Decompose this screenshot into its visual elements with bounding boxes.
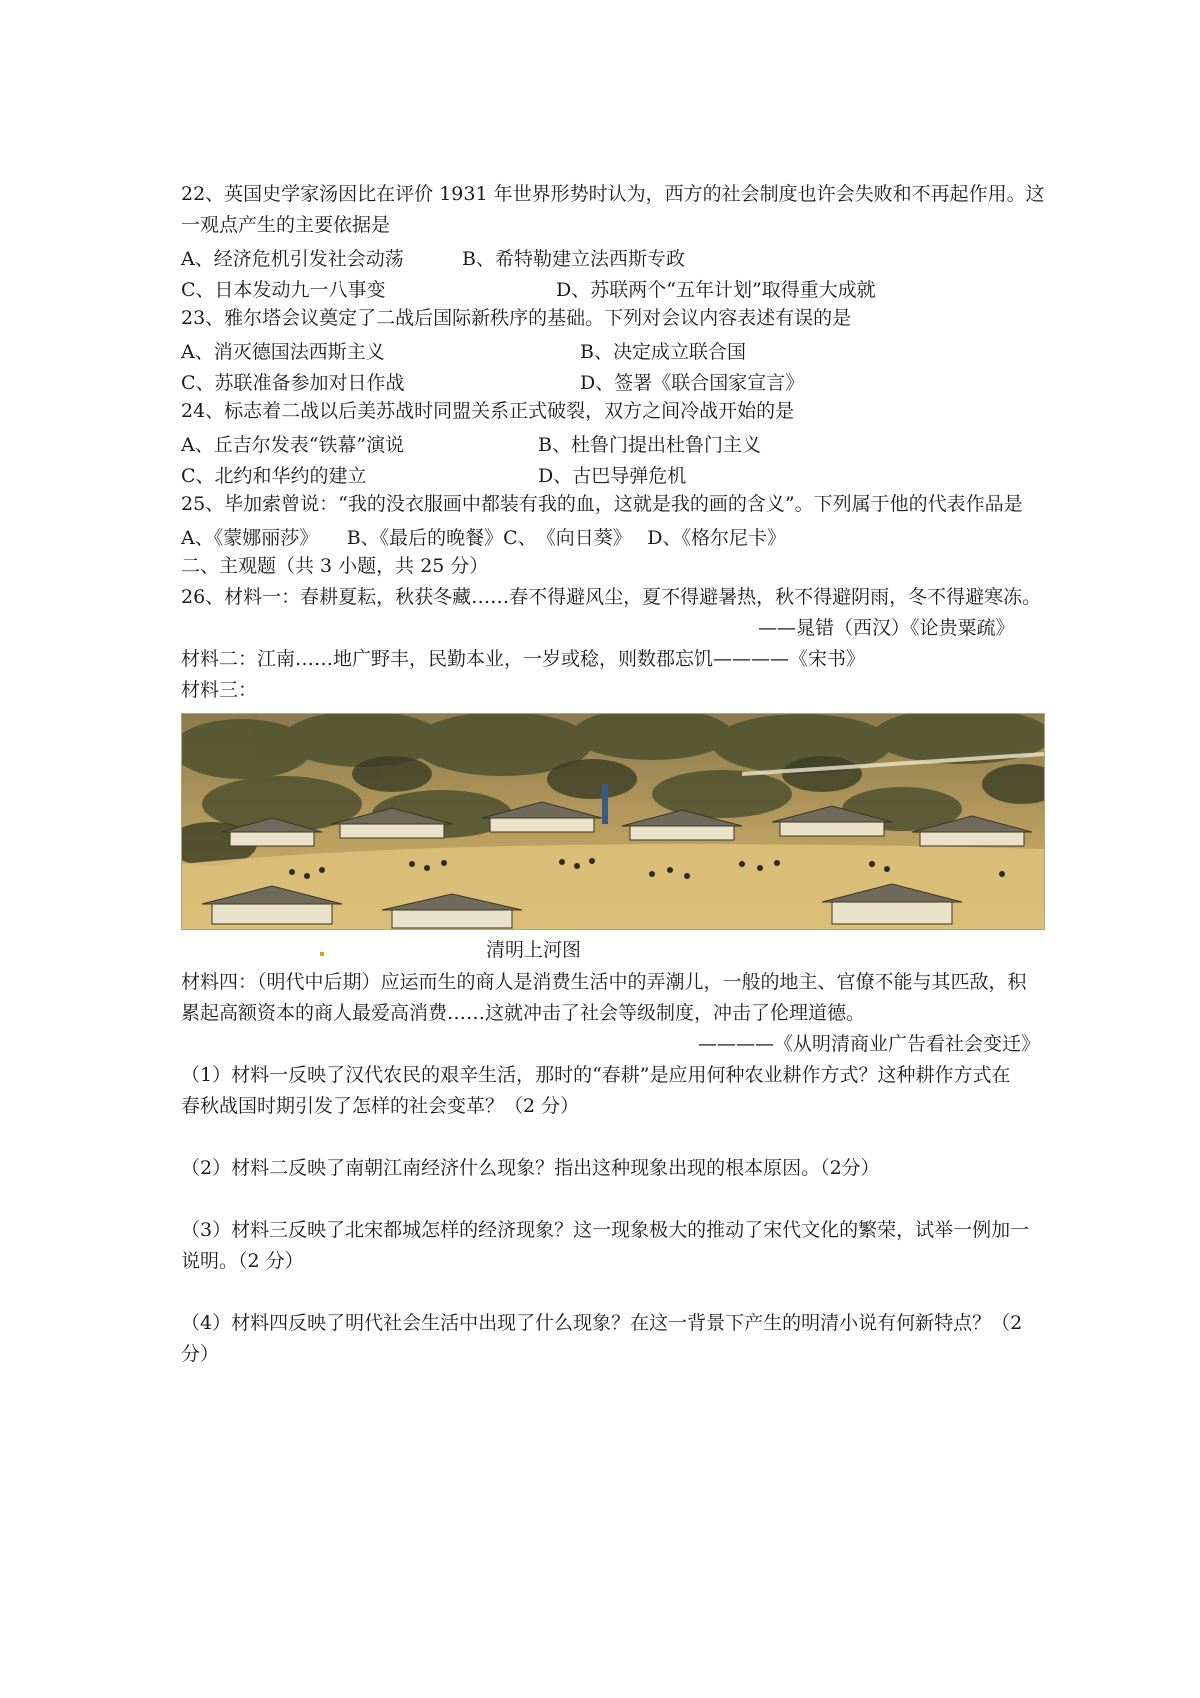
q23-stem: 23、雅尔塔会议奠定了二战后国际新秩序的基础。下列对会议内容表述有误的是 <box>181 307 852 329</box>
q24-option-a: A、丘吉尔发表“铁幕”演说 <box>181 434 405 456</box>
q26-material-1: 26、材料一：春耕夏耘，秋获冬藏……春不得避风尘，夏不得避暑热，秋不得避阴雨，冬不得避寒冻。 <box>181 586 1042 608</box>
q22-stem-line1: 22、英国史学家汤因比在评价 1931 年世界形势时认为，西方的社会制度也许会失败和不再起作用。这 <box>181 183 1045 205</box>
stray-dot <box>320 952 324 956</box>
subquestion-4-line2: 分） <box>181 1343 220 1365</box>
q23-option-d: D、签署《联合国家宣言》 <box>580 372 805 394</box>
q25-options: A、《蒙娜丽莎》 B、《最后的晚餐》C、 《向日葵》 D、《格尔尼卡》 <box>181 527 786 549</box>
q25-stem: 25、毕加索曾说：“我的没衣服画中都装有我的血，这就是我的画的含义”。下列属于他的代表作品是 <box>181 493 1023 515</box>
qingming-painting-image <box>181 713 1045 930</box>
q24-option-d: D、古巴导弹危机 <box>538 465 687 487</box>
q22-option-c: C、日本发动九一八事变 <box>181 279 386 301</box>
q26-material-2: 材料二：江南……地广野丰，民勤本业，一岁或稔，则数郡忘饥————《宋书》 <box>181 648 866 670</box>
q22-option-b: B、希特勒建立法西斯专政 <box>462 248 685 270</box>
q26-material-4-line1: 材料四：（明代中后期）应运而生的商人是消费生活中的弄潮儿，一般的地主、官僚不能与其匹敌，积 <box>181 971 1027 993</box>
q26-material-4-line2: 累起高额资本的商人最爱高消费……这就冲击了社会等级制度，冲击了伦理道德。 <box>181 1002 866 1024</box>
subquestion-2: （2）材料二反映了南朝江南经济什么现象？指出这种现象出现的根本原因。（2分） <box>181 1157 880 1179</box>
q22-option-d: D、苏联两个“五年计划”取得重大成就 <box>556 279 876 301</box>
q24-option-b: B、杜鲁门提出杜鲁门主义 <box>538 434 761 456</box>
q23-option-c: C、苏联准备参加对日作战 <box>181 372 405 394</box>
section-heading: 二、主观题（共 3 小题，共 25 分） <box>181 555 489 577</box>
q23-option-a: A、消灭德国法西斯主义 <box>181 341 385 363</box>
q23-option-b: B、决定成立联合国 <box>580 341 746 363</box>
subquestion-3-line1: （3）材料三反映了北宋都城怎样的经济现象？这一现象极大的推动了宋代文化的繁荣，试举一例加一 <box>181 1219 1030 1241</box>
subquestion-1-line2: 春秋战国时期引发了怎样的社会变革？（2 分） <box>181 1095 580 1117</box>
q26-material-4-source: ————《从明清商业广告看社会变迁》 <box>698 1033 1041 1055</box>
subquestion-3-line2: 说明。（2 分） <box>181 1250 304 1272</box>
painting-caption: 清明上河图 <box>486 939 582 961</box>
subquestion-1-line1: （1）材料一反映了汉代农民的艰辛生活，那时的“春耕”是应用何种农业耕作方式？这种耕作方式在 <box>181 1064 1011 1086</box>
q24-stem: 24、标志着二战以后美苏战时同盟关系正式破裂，双方之间冷战开始的是 <box>181 400 795 422</box>
q22-stem-line2: 一观点产生的主要依据是 <box>181 214 391 236</box>
subquestion-4-line1: （4）材料四反映了明代社会生活中出现了什么现象？在这一背景下产生的明清小说有何新特点？（2 <box>181 1312 1023 1334</box>
q22-option-a: A、经济危机引发社会动荡 <box>181 248 404 270</box>
q26-material-3-label: 材料三： <box>181 679 258 701</box>
q26-material-1-source: ——晁错（西汉）《论贵粟疏》 <box>758 617 1015 639</box>
q24-option-c: C、北约和华约的建立 <box>181 465 367 487</box>
